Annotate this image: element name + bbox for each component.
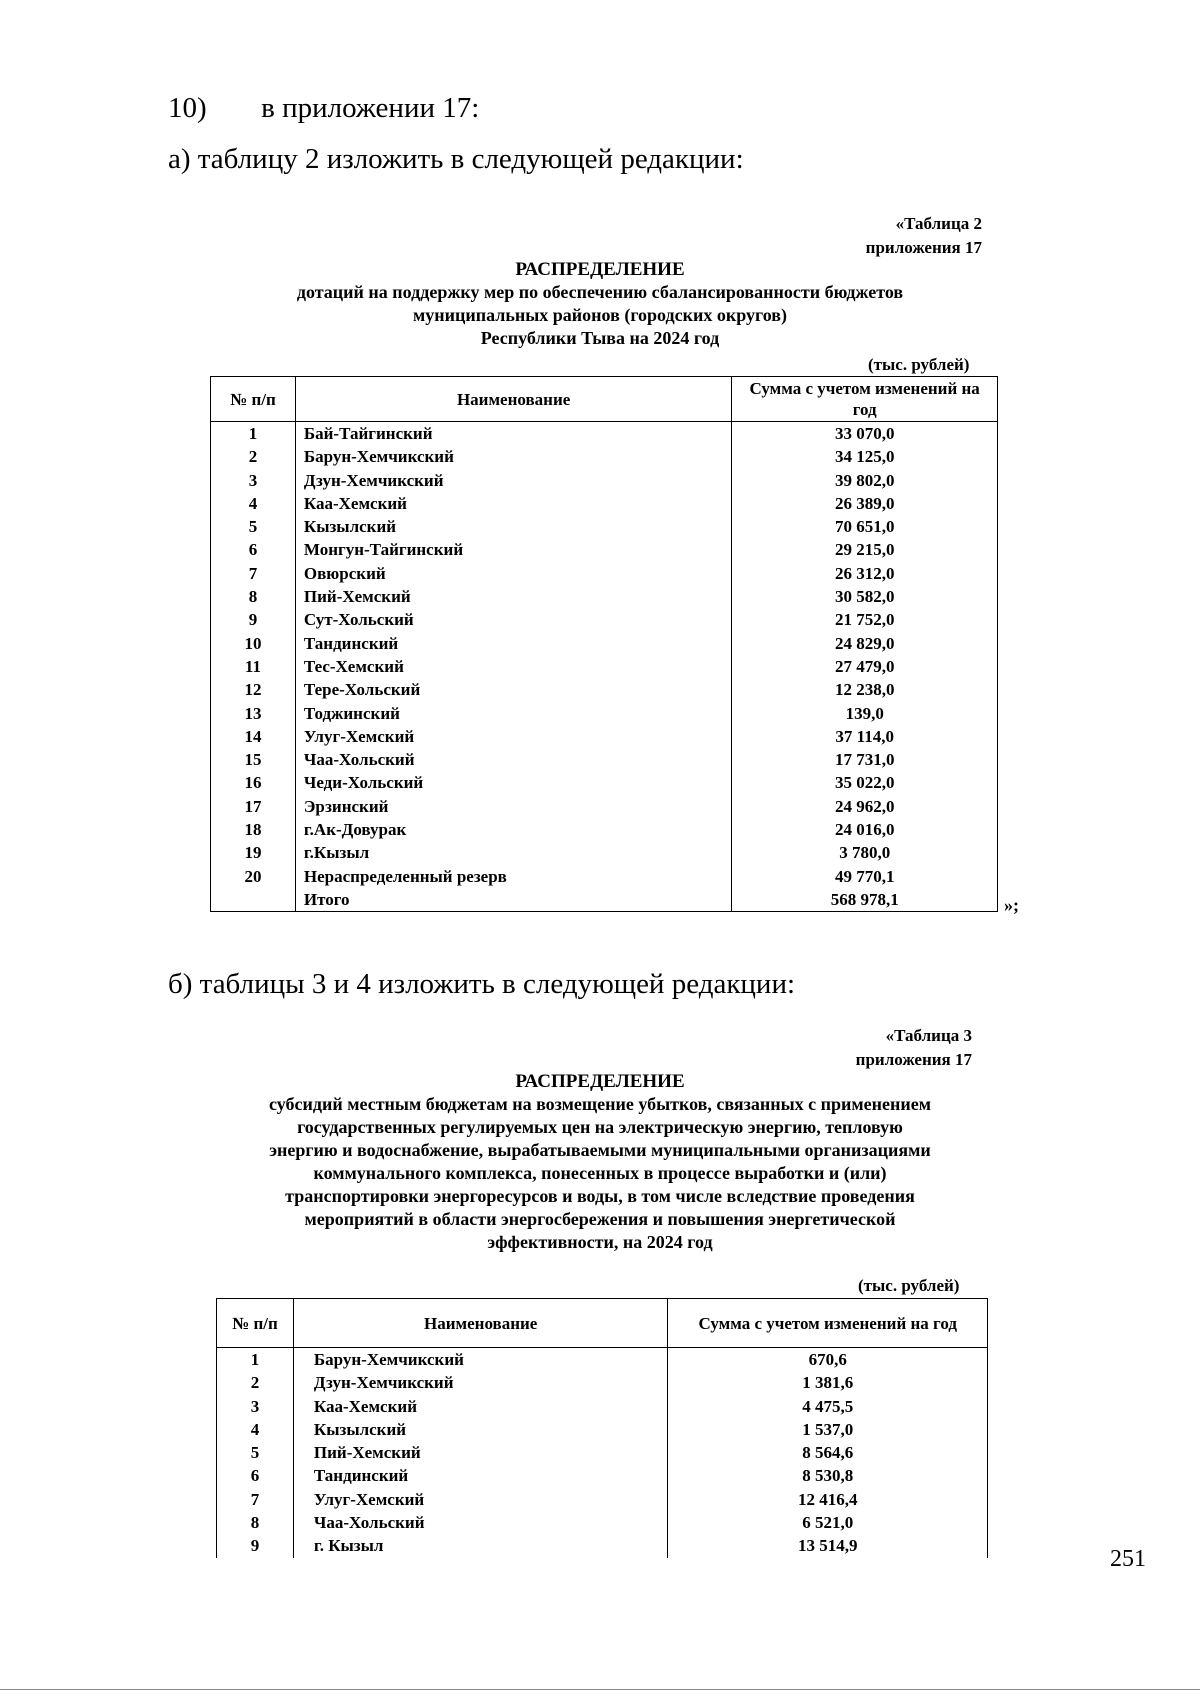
row-sum: 12 416,4 [668,1488,988,1511]
header-num: № п/п [211,377,296,422]
row-name: Овюрский [295,562,732,585]
row-name: Тоджинский [295,702,732,725]
row-number: 9 [217,1534,294,1557]
row-number: 14 [211,725,296,748]
table-row [217,1371,988,1394]
table2-subtitle-line: дотаций на поддержку мер по обеспечению сбалансированности бюджетов [296,282,904,302]
row-number: 13 [211,702,296,725]
table3-subtitle-line: коммунального комплекса, понесенных в процессе выработки и (или) [313,1163,887,1183]
table-row [211,702,998,725]
row-sum: 8 564,6 [668,1441,988,1464]
table-row [217,1488,988,1511]
table-row [211,469,998,492]
table2 [210,376,998,912]
item-10-text: в приложении 17: [261,92,480,124]
table-row [217,1511,988,1534]
row-name: г. Кызыл [293,1534,668,1557]
row-number [211,888,296,912]
row-number: 16 [211,771,296,794]
row-name: Улуг-Хемский [295,725,732,748]
table-row [211,771,998,794]
page-number: 251 [1110,1546,1146,1572]
row-name: Эрзинский [295,795,732,818]
row-sum: 4 475,5 [668,1395,988,1418]
table-row [211,818,998,841]
row-number: 17 [211,795,296,818]
row-number: 8 [211,585,296,608]
row-sum: 24 016,0 [732,818,998,841]
row-name: Итого [295,888,732,912]
table-row [217,1441,988,1464]
table-row [211,865,998,888]
row-number: 5 [211,515,296,538]
row-number: 5 [217,1441,294,1464]
row-name: Монгун-Тайгинский [295,538,732,561]
table-row [217,1534,988,1557]
row-name: Пий-Хемский [295,585,732,608]
row-sum: 24 962,0 [732,795,998,818]
table2-subtitle-line: муниципальных районов (городских округов) [412,305,788,325]
row-number: 4 [217,1418,294,1441]
row-sum: 34 125,0 [732,445,998,468]
table-row [211,585,998,608]
table3-header-row [217,1299,988,1348]
row-name: Улуг-Хемский [293,1488,668,1511]
row-name: Дзун-Хемчикский [293,1371,668,1394]
row-sum: 8 530,8 [668,1464,988,1487]
row-number: 3 [217,1395,294,1418]
table2-header-row [211,377,998,422]
subitem-b: б) таблицы 3 и 4 изложить в следующей редакции: [168,968,796,1000]
table-row [217,1418,988,1441]
row-sum: 1 381,6 [668,1371,988,1394]
row-number: 15 [211,748,296,771]
table-row [217,1464,988,1487]
table3-subtitle-line: субсидий местным бюджетам на возмещение убытков, связанных с применением [269,1094,931,1114]
row-name: Чаа-Хольский [295,748,732,771]
row-sum: 139,0 [732,702,998,725]
item-10-number: 10) [168,92,207,124]
row-number: 4 [211,492,296,515]
row-number: 12 [211,678,296,701]
table-row [211,632,998,655]
table3-unit: (тыс. рублей) [858,1276,960,1295]
row-sum: 37 114,0 [732,725,998,748]
row-name: г.Кызыл [295,841,732,864]
row-name: Каа-Хемский [293,1395,668,1418]
table2-note-line2: приложения 17 [865,238,982,257]
table-row [211,841,998,864]
row-number: 8 [217,1511,294,1534]
page-bottom-divider [0,1689,1200,1690]
row-sum: 39 802,0 [732,469,998,492]
table-row [211,655,998,678]
row-name: Нераспределенный резерв [295,865,732,888]
row-sum: 26 389,0 [732,492,998,515]
row-sum: 568 978,1 [732,888,998,912]
row-name: Барун-Хемчикский [295,445,732,468]
row-name: Чаа-Хольский [293,1511,668,1534]
row-number: 7 [217,1488,294,1511]
header-name: Наименование [293,1299,668,1348]
table-row [211,492,998,515]
table2-unit: (тыс. рублей) [868,355,970,374]
row-sum: 49 770,1 [732,865,998,888]
row-name: Дзун-Хемчикский [295,469,732,492]
table2-subtitle-line: Республики Тыва на 2024 год [480,328,720,348]
header-num: № п/п [217,1299,294,1348]
row-number: 18 [211,818,296,841]
row-sum: 21 752,0 [732,608,998,631]
table3-subtitle-line: транспортировки энергоресурсов и воды, в том числе вследствие проведения [285,1186,915,1206]
table-row [211,608,998,631]
table2-closing: »; [1004,895,1019,915]
row-name: Тандинский [295,632,732,655]
table-row [217,1348,988,1372]
table-row [211,748,998,771]
row-number: 2 [211,445,296,468]
row-name: Сут-Хольский [295,608,732,631]
table3-subtitle-line: государственных регулируемых цен на электрическую энергию, тепловую [297,1117,903,1137]
table2-title-block [210,258,990,350]
table3-subtitle-line: мероприятий в области энергосбережения и повышения энергетической [304,1209,896,1229]
row-number: 6 [211,538,296,561]
subitem-a: а) таблицу 2 изложить в следующей редакции: [168,143,744,175]
row-sum: 670,6 [668,1348,988,1372]
row-number: 1 [211,422,296,446]
table3-heading: РАСПРЕДЕЛЕНИЕ [515,1071,685,1092]
row-number: 9 [211,608,296,631]
row-sum: 26 312,0 [732,562,998,585]
table3-title-block [210,1070,990,1254]
row-name: Пий-Хемский [293,1441,668,1464]
row-name: Тандинский [293,1464,668,1487]
table3-note-line2: приложения 17 [855,1050,972,1069]
row-sum: 1 537,0 [668,1418,988,1441]
row-number: 19 [211,841,296,864]
table-row [217,1395,988,1418]
table-row [211,888,998,912]
header-name: Наименование [295,377,732,422]
row-sum: 30 582,0 [732,585,998,608]
row-name: г.Ак-Довурак [295,818,732,841]
row-sum: 24 829,0 [732,632,998,655]
table-row [211,515,998,538]
table3 [216,1298,988,1558]
row-sum: 12 238,0 [732,678,998,701]
row-sum: 17 731,0 [732,748,998,771]
table2-heading: РАСПРЕДЕЛЕНИЕ [515,259,685,280]
row-sum: 13 514,9 [668,1534,988,1557]
header-sum: Сумма с учетом изменений на год [668,1299,988,1348]
row-sum: 29 215,0 [732,538,998,561]
row-number: 1 [217,1348,294,1372]
row-name: Чеди-Хольский [295,771,732,794]
row-number: 3 [211,469,296,492]
row-name: Тес-Хемский [295,655,732,678]
row-name: Барун-Хемчикский [293,1348,668,1372]
row-number: 7 [211,562,296,585]
row-number: 6 [217,1464,294,1487]
item-10 [168,92,479,125]
table-row [211,562,998,585]
row-name: Бай-Тайгинский [295,422,732,446]
table2-note-line1: «Таблица 2 [895,214,982,233]
row-sum: 33 070,0 [732,422,998,446]
table-row [211,422,998,446]
row-number: 2 [217,1371,294,1394]
row-sum: 6 521,0 [668,1511,988,1534]
table3-subtitle-line: энергию и водоснабжение, вырабатываемыми муниципальными организациями [269,1140,931,1160]
row-sum: 35 022,0 [732,771,998,794]
row-name: Кызылский [293,1418,668,1441]
row-name: Кызылский [295,515,732,538]
row-name: Каа-Хемский [295,492,732,515]
table-row [211,538,998,561]
table2-note [682,212,982,260]
row-number: 10 [211,632,296,655]
table-row [211,678,998,701]
table-row [211,445,998,468]
row-number: 20 [211,865,296,888]
row-sum: 3 780,0 [732,841,998,864]
row-number: 11 [211,655,296,678]
table3-note-line1: «Таблица 3 [885,1026,972,1045]
table-row [211,725,998,748]
table-row [211,795,998,818]
header-sum: Сумма с учетом изменений на год [732,377,998,422]
table3-subtitle-line: эффективности, на 2024 год [487,1232,713,1252]
row-sum: 27 479,0 [732,655,998,678]
row-name: Тере-Хольский [295,678,732,701]
table3-note [672,1024,972,1072]
row-sum: 70 651,0 [732,515,998,538]
